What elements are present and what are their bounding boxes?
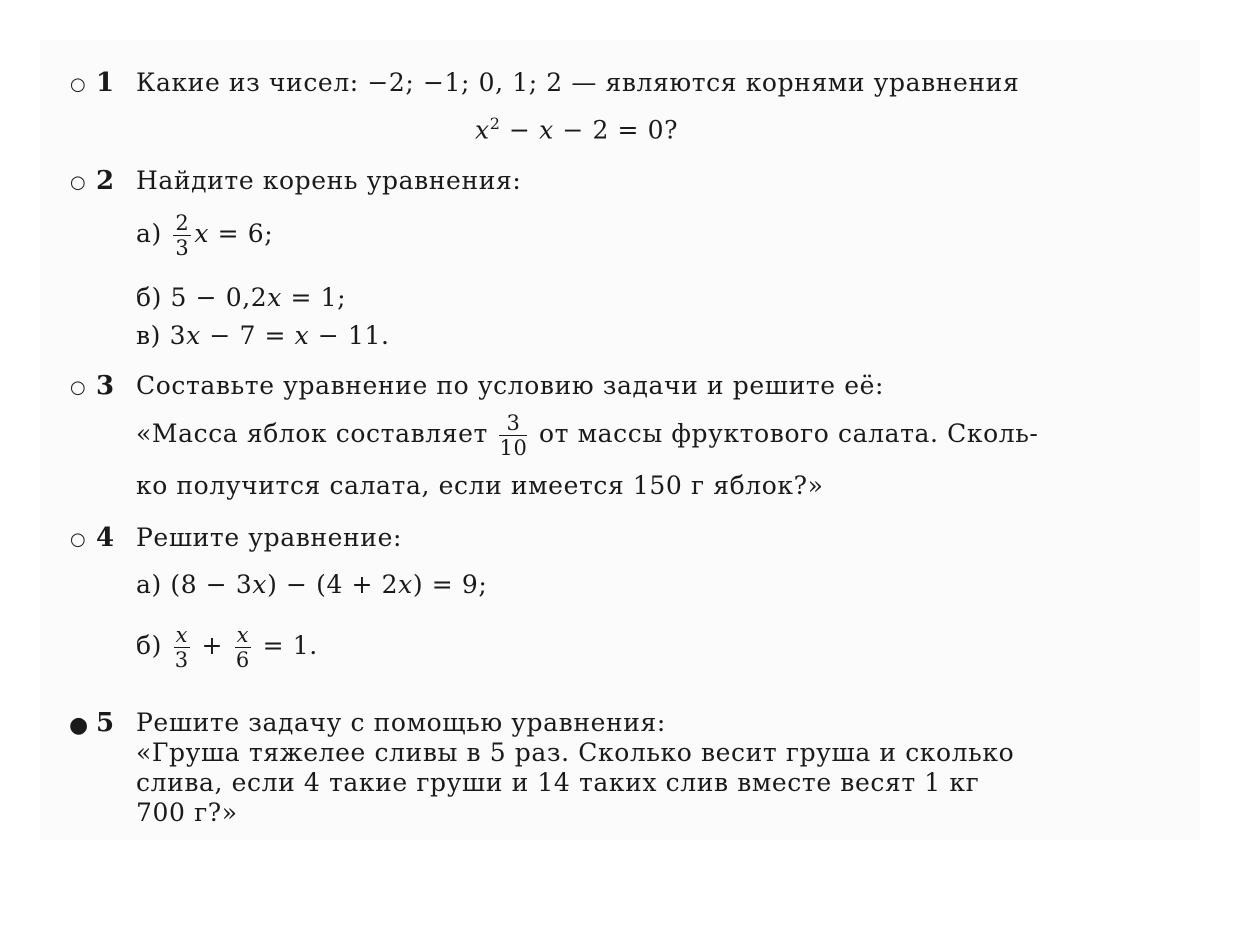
task-5-text: Решите задачу с помощью уравнения: xyxy=(136,708,666,737)
task-2-number: 2 xyxy=(96,166,115,196)
task-4-marker: ○ xyxy=(70,529,87,550)
fraction-x-3: $\frac{x}{3}$ xyxy=(174,623,189,673)
textbook-page: ○ 1 Какие из чисел: −2; −1; 0, 1; 2 — являются корнями уравнения $x^2 - x - 2 = 0$? ○ 2 Найдите корень уравнения: а) $\frac{2}{3}$ x = 6; б) 5 − 0,2x = 1; в) 3x − 7 = x − 11. ○ 3 Составьте уравнение по условию задачи и решите её: «Масса яблок составляет $\frac{3}{10}$ от массы фруктового салата. Сколь- ко получится салата, если имеется 150 г яблок?» ○ 4 Решите уравнение: а) (8 − 3x) − (4 + 2x) = 9; б) $\frac{x}{3}$ + $\frac{x}{6}$ = 1. ● 5 Решите задачу с помощью уравнения: «Груша тяжелее сливы в 5 раз. Сколько весит груша и сколько слива, если 4 такие груши и 14 таких слив вместе весят 1 кг 700 г?» xyxy=(40,40,1200,840)
task-5-marker: ● xyxy=(69,712,89,738)
task-1-equation: $x^2 - x - 2 = 0$? xyxy=(475,114,679,145)
task-5-number: 5 xyxy=(96,708,115,738)
task-4-text: Решите уравнение: xyxy=(136,523,402,552)
task-4-number: 4 xyxy=(96,523,115,553)
task-3-number: 3 xyxy=(96,371,115,401)
fraction-x-6: $\frac{x}{6}$ xyxy=(235,623,250,673)
fraction-3-10: $\frac{3}{10}$ xyxy=(499,411,528,461)
fraction-2-3: $\frac{2}{3}$ xyxy=(175,211,190,261)
task-1-marker: ○ xyxy=(70,74,87,95)
task-2-text: Найдите корень уравнения: xyxy=(136,166,522,195)
task-1-text: Какие из чисел: −2; −1; 0, 1; 2 — являются корнями уравнения xyxy=(136,68,1020,97)
task-2-marker: ○ xyxy=(70,172,87,193)
task-3-text: Составьте уравнение по условию задачи и решите её: xyxy=(136,371,885,400)
task-1-number: 1 xyxy=(96,68,115,98)
task-3-marker: ○ xyxy=(70,377,87,398)
